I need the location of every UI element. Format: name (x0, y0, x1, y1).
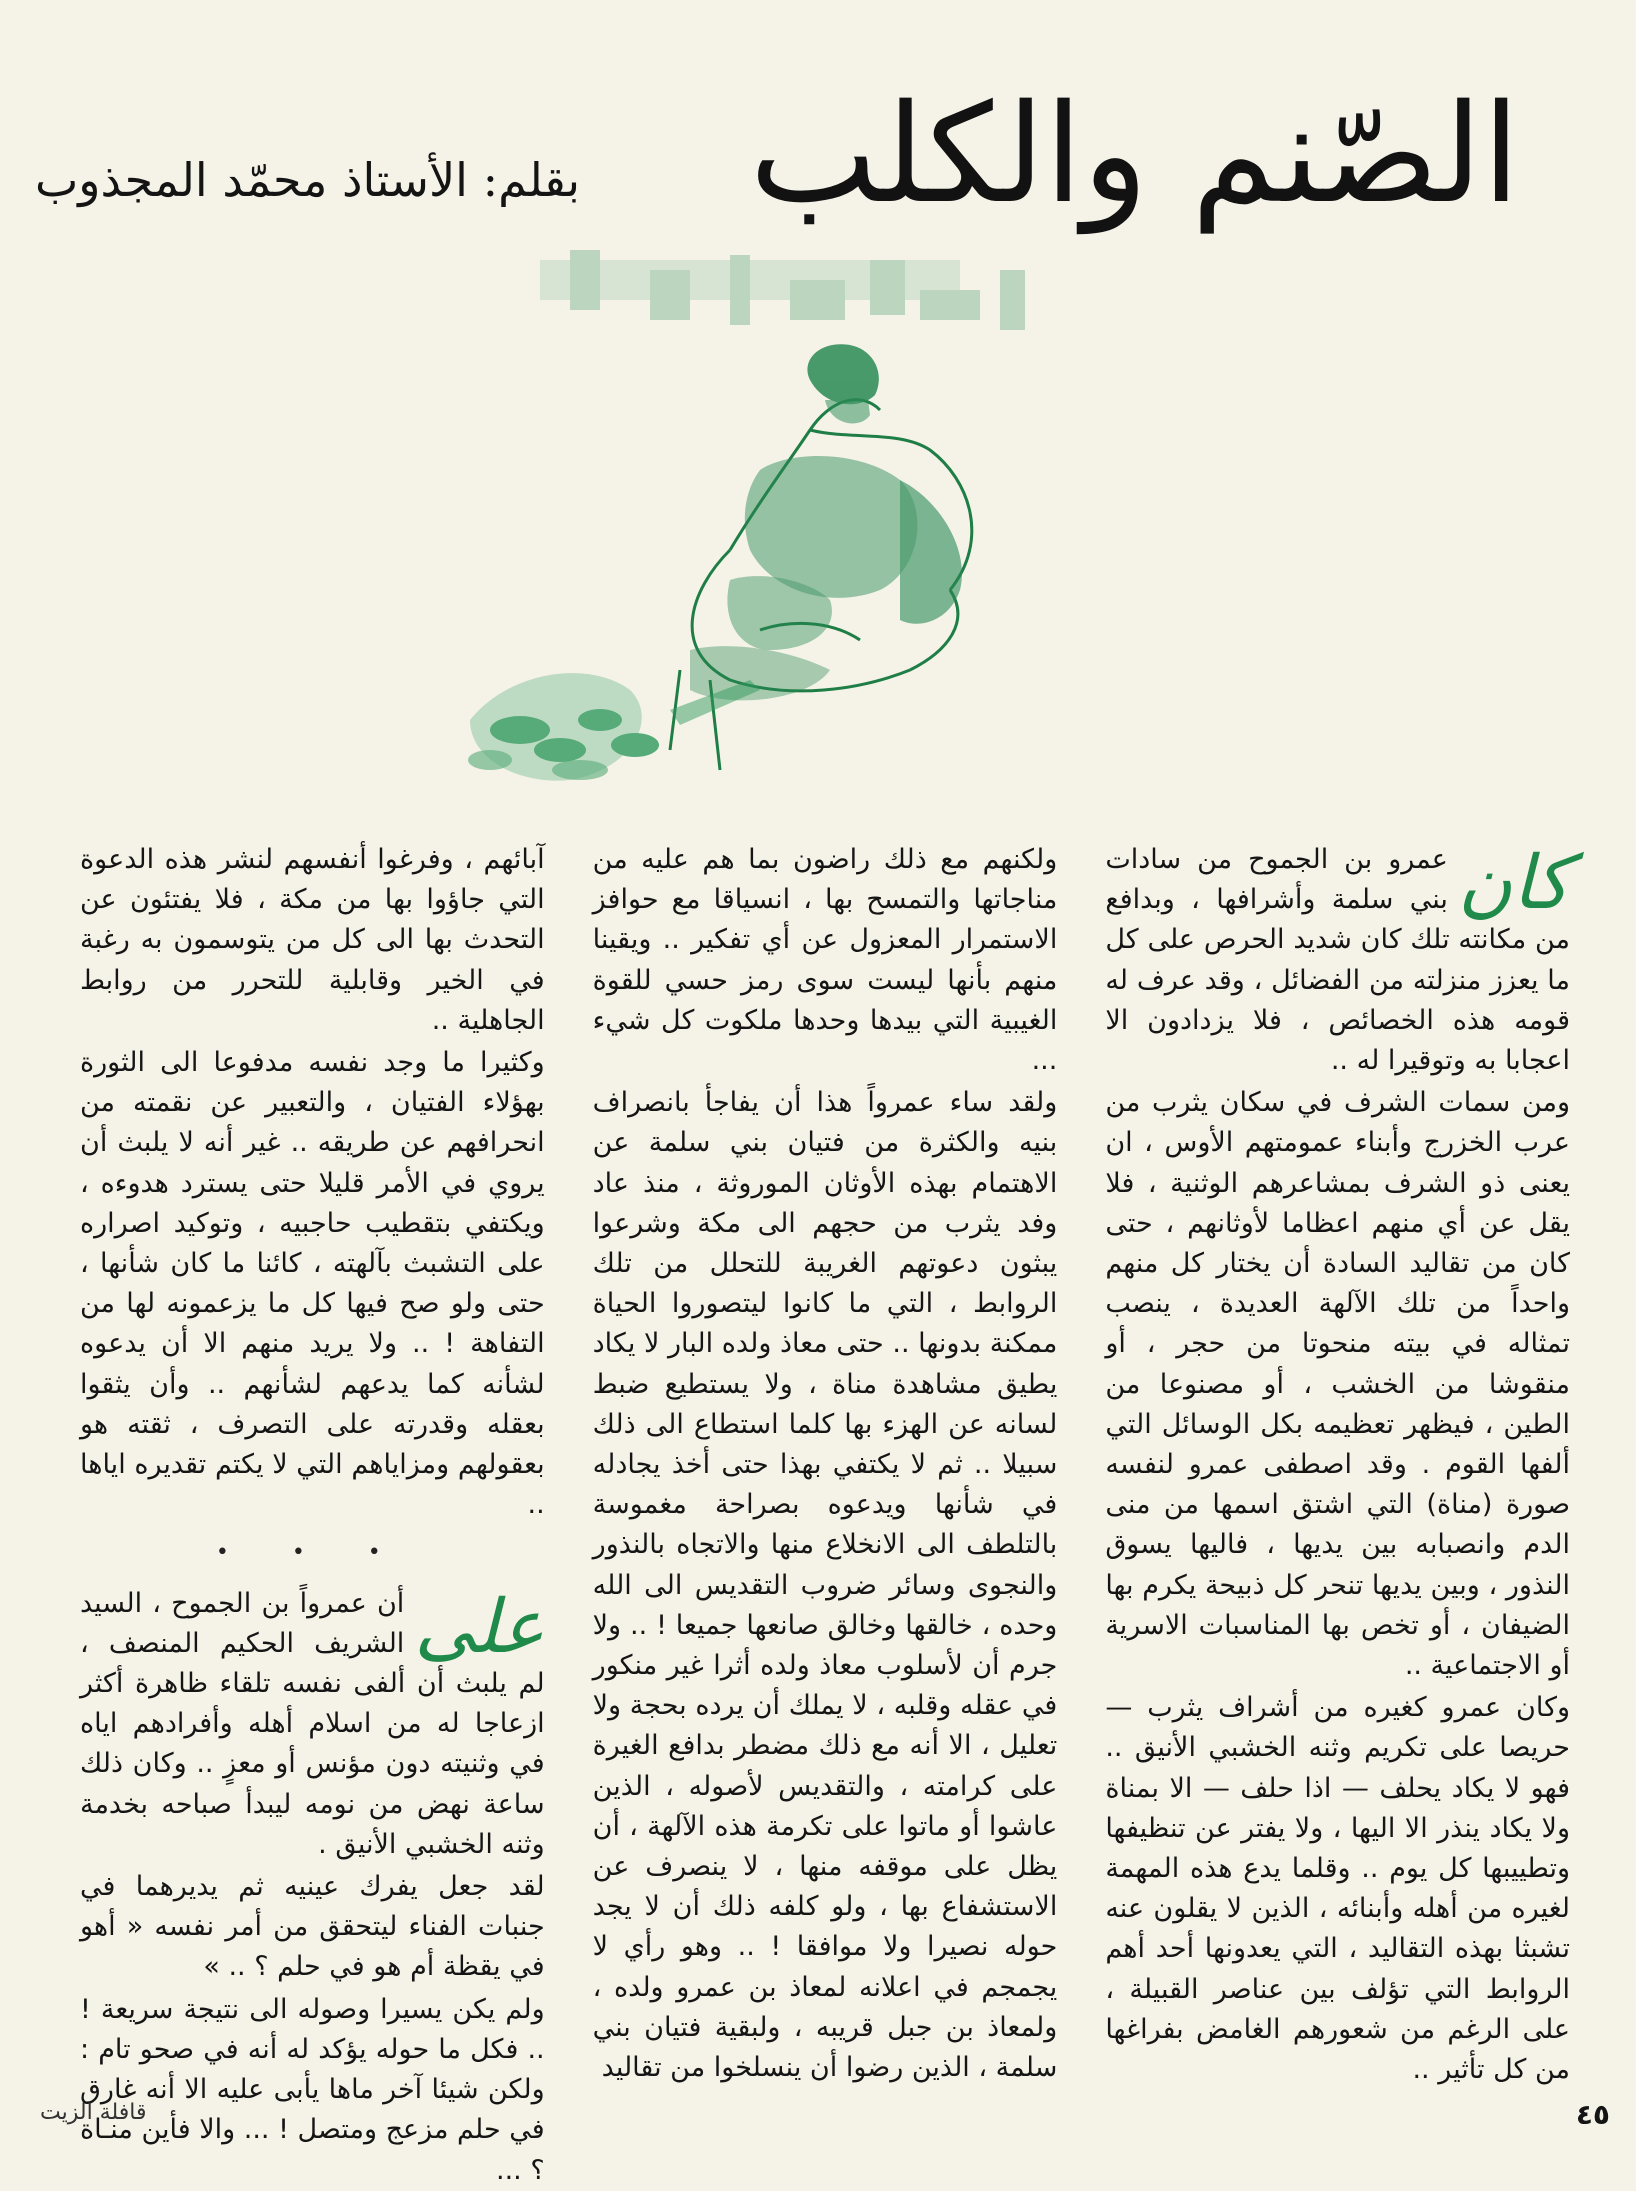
paragraph: ولقد ساء عمرواً هذا أن يفاجأ بانصراف بنيه والكثرة من فتيان بني سلمة عن الاهتمام بهذه الأوثان الموروثة ، منذ عاد وفد يثرب من حجهم الى مكة وشرعوا يبثون دعوتهم الغريبة للتحلل من تلك الروابط ، التي ما كانوا ليتصوروا الحياة ممكنة بدونها .. حتى معاذ ولده البار لا يكاد يطيق مشاهدة مناة ، ولا يستطيع ضبط لسانه عن الهزء بها كلما استطاع الى ذلك سبيلا .. ثم لا يكتفي بهذا حتى أخذ يجادله في شأنها ويدعوه بصراحة مغموسة بالتلطف الى الانخلاع منها والاتجاه بالنذور والنجوى وسائر ضروب التقديس الى الله وحده ، خالقها وخالق صانعها جميعا ! .. ولا جرم أن لأسلوب معاذ ولده أثرا غير منكور في عقله وقلبه ، لا يملك أن يرده بحجة ولا تعليل ، الا أنه مع ذلك مضطر بدافع الغيرة على كرامته ، والتقديس لأصوله ، الذين عاشوا أو ماتوا على تكرمة هذه الآلهة ، أن يظل على موقفه منها ، لا ينصرف عن الاستشفاع بها ، ولو كلفه ذلك أن لا يجد حوله نصيرا ولا موافقا ! .. وهو رأي لا يجمجم في اعلانه لمعاذ بن عمرو ولده ، ولمعاذ بن جبل قريبه ، ولبقية فتيان بني سلمة ، الذين رضوا أن ينسلخوا من تقاليد (592, 1087, 1058, 2084)
paragraph: عمرو بن الجموح من سادات بني سلمة وأشرافها ، وبدافع من مكانته تلك كان شديد الحرص على كل ما يعزز منزلته من الفضائل ، وقد عرف له قومه هذه الخصائص ، فلا يزدادون الا اعجابا به وتوقيرا له .. (1105, 844, 1570, 1077)
article-column-2 (592, 840, 1058, 2084)
paragraph: ولم يكن يسيرا وصوله الى نتيجة سريعة ! .. فكل ما حوله يؤكد له أنه في صحو تام : ولكن شيئا آخر ماها يأبى عليه الا أنه غارق في حلم مزعج ومتصل ! ... والا فأين منـاة ؟ ... (79, 1993, 545, 2186)
old-man-sitting-illustration (430, 250, 1190, 810)
paragraph: لقد جعل يفرك عينيه ثم يديرهما في جنبات الفناء ليتحقق من أمر نفسه « أهو في يقظة أم هو في حلم ؟ .. » (79, 1871, 545, 1983)
article-column-1 (1105, 840, 1570, 2086)
paragraph: وكان عمرو كغيره من أشراف يثرب — حريصا على تكريم وثنه الخشبي الأنيق .. فهو لا يكاد يحلف — اذا حلف — الا بمناة ولا يكاد ينذر الا اليها ، ولا يفتر عن تنظيفها وتطييبها كل يوم .. وقلما يدع هذه المهمة لغيره من أهله وأبنائه ، الذين لا يقلون عنه تشبثا بهذه التقاليد ، التي يعدونها أحد أهم الروابط التي تؤلف بين عناصر القبيلة ، على الرغم من شعورهم الغامض بفراغها من كل تأثير .. (1105, 1692, 1570, 2086)
paragraph: أن عمرواً بن الجموح ، السيد الشريف الحكيم المنصف ، لم يلبث أن ألفى نفسه تلقاء ظاهرة أكثر ازعاجا له من اسلام أهله وأفرادهم اياه في وثنيته دون مؤنس أو معزٍ .. وكان ذلك ساعة نهض من نومه ليبدأ صباحه بخدمة وثنه الخشبي الأنيق . (79, 1587, 545, 1860)
paragraph: ولكنهم مع ذلك راضون بما هم عليه من مناجاتها والتمسح بها ، انسياقا مع حوافز الاستمرار المعزول عن أي تفكير .. ويقينا منهم بأنها ليست سوى رمز حسي للقوة الغيبية التي بيدها وحدها ملكوت كل شيء ... (592, 844, 1058, 1077)
section-separator: • • • (215, 1540, 409, 1566)
magazine-name: قافلة الزيت (40, 2100, 147, 2125)
paragraph: وكثيرا ما وجد نفسه مدفوعا الى الثورة بهؤلاء الفتيان ، والتعبير عن نقمته من انحرافهم عن طريقه .. غير أنه لا يلبث أن يروي في الأمر قليلا حتى يسترد هدوءه ، ويكتفي بتقطيب حاجبيه ، وتوكيد اصراره على التشبث بآلهته ، كائنا ما كان شأنها ، حتى ولو صح فيها كل ما يزعمونه لها من التفاهة ! .. ولا يريد منهم الا أن يدعوه لشأنه كما يدعهم لشأنهم .. وأن يثقوا بعقله وقدرته على التصرف ، ثقته هو بعقولهم ومزاياهم التي لا يكتم تقديره اياها .. (79, 1047, 545, 1521)
article-byline: بقلم: الأستاذ محمّد المجذوب (34, 153, 580, 207)
paragraph: ومن سمات الشرف في سكان يثرب من عرب الخزرج وأبناء عمومتهم الأوس ، ان يعنى ذو الشرف بمشاعرهم الوثنية ، فلا يقل عن أي منهم اعظاما لأوثانهم ، حتى كان من تقاليد السادة أن يختار كل منهم واحداً من تلك الآلهة العديدة ، ينصب تمثاله في بيته منحوتا من حجر ، أو منقوشا من الخشب ، أو مصنوعا من الطين ، فيظهر تعظيمه بكل الوسائل التي ألفها القوم . وقد اصطفى عمرو لنفسه صورة (مناة) التي اشتق اسمها من منى الدم وانصبابه بين يديها ، فاليها يسوق النذور ، وبين يديها تنحر كل ذبيحة يكرم بها الضيفان ، أو تخص بها المناسبات الاسرية أو الاجتماعية .. (1105, 1087, 1570, 1682)
dropcap: على (414, 1583, 545, 1670)
article-title: الصّنم والكلب (749, 76, 1520, 234)
dropcap: كان (1457, 840, 1570, 926)
page-number: ٤٥ (1575, 2098, 1610, 2131)
paragraph: آبائهم ، وفرغوا أنفسهم لنشر هذه الدعوة التي جاؤوا بها من مكة ، فلا يفتئون عن التحدث بها الى كل من يتوسمون به رغبة في الخير وقابلية للتحرر من روابط الجاهلية .. (79, 844, 545, 1036)
